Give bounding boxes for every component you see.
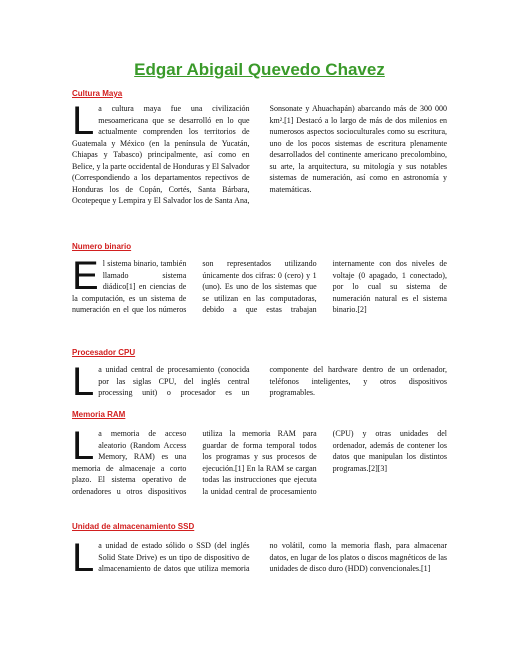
paragraph: a memoria de acceso aleatorio (Random Access Memory, RAM) es una memoria de almacenaje a corto plazo. El sistema operativo de ordenadores u otros dispositivos utiliza la memoria RAM para guardar de forma temporal todos los programas y sus procesos de ejecución.[1] En la RAM se cargan todas las instrucciones que ejecuta la unidad central de procesamiento (CPU) y otras unidades del ordenador, además de contener los datos que manipulan los distintos programas.[2][3] <box>72 429 447 496</box>
section-body-unidad-ssd <box>72 536 447 592</box>
section-heading-procesador-cpu: Procesador CPU <box>72 348 136 357</box>
drop-cap: E <box>72 254 99 298</box>
section-heading-cultura-maya: Cultura Maya <box>72 89 123 98</box>
section-heading-memoria-ram: Memoria RAM <box>72 410 126 419</box>
paragraph: l sistema binario, también llamado sistema diádico[1] en ciencias de la computación, es un sistema de numeración en el que los números son representados utilizando únicamente dos cifras: 0 (cero) y 1 (uno). Es uno de los sistemas que se utilizan en las computadoras, debido a que estas trabajan internamente con dos niveles de voltaje (0 apagado, 1 conectado), por lo cual su sistema de numeración natural es el sistema binario.[2] <box>72 259 447 314</box>
drop-cap: L <box>72 536 95 580</box>
drop-cap: L <box>72 424 95 468</box>
section-body-memoria-ram <box>72 424 447 516</box>
document-title: Edgar Abigail Quevedo Chavez <box>134 60 385 79</box>
drop-cap: L <box>72 360 95 404</box>
section-body-cultura-maya <box>72 99 447 246</box>
section-heading-numero-binario: Numero binario <box>72 242 132 251</box>
drop-cap: L <box>72 99 95 143</box>
section-body-numero-binario <box>72 254 447 346</box>
section-heading-unidad-ssd: Unidad de almacenamiento SSD <box>72 522 195 531</box>
section-body-procesador-cpu <box>72 360 447 404</box>
paragraph: a cultura maya fue una civilización mesoamericana que se desarrolló en lo que actualmente comprenden los territorios de Guatemala y México (en la península de Yucatán, Chiapas y Tabasco) principalmente, así como en Belice, y la parte occidental de Honduras y El Salvador (Correspondiendo a los departamentos repectivos de Honduras los de Copán, Cortés, Santa Bárbara, Ocotepeque y Lempira y El Salvador los de Santa Ana, Sonsonate y Ahuachapán) abarcando más de 300 000 km².[1] Destacó a lo largo de más de dos milenios en numerosos aspectos socioculturales como su escritura, uno de los pocos sistemas de escritura plenamente desarrollados del continente americano precolombino, su arte, la arquitectura, su mitología y sus notables sistemas de numeración, así como en astronomía y matemáticas. <box>72 104 447 205</box>
paragraph: a unidad central de procesamiento (conocida por las siglas CPU, del inglés central processing unit) o procesador es un componente del hardware dentro de un ordenador, teléfonos inteligentes, y otros dispositivos programables. <box>98 365 447 397</box>
paragraph: a unidad de estado sólido o SSD (del inglés Solid State Drive) es un tipo de dispositivo de almacenamiento de datos que utiliza memoria no volátil, como la memoria flash, para almacenar datos, en lugar de los platos o discos magnéticos de las unidades de disco duro (HDD) convencionales.[1] <box>98 541 447 573</box>
